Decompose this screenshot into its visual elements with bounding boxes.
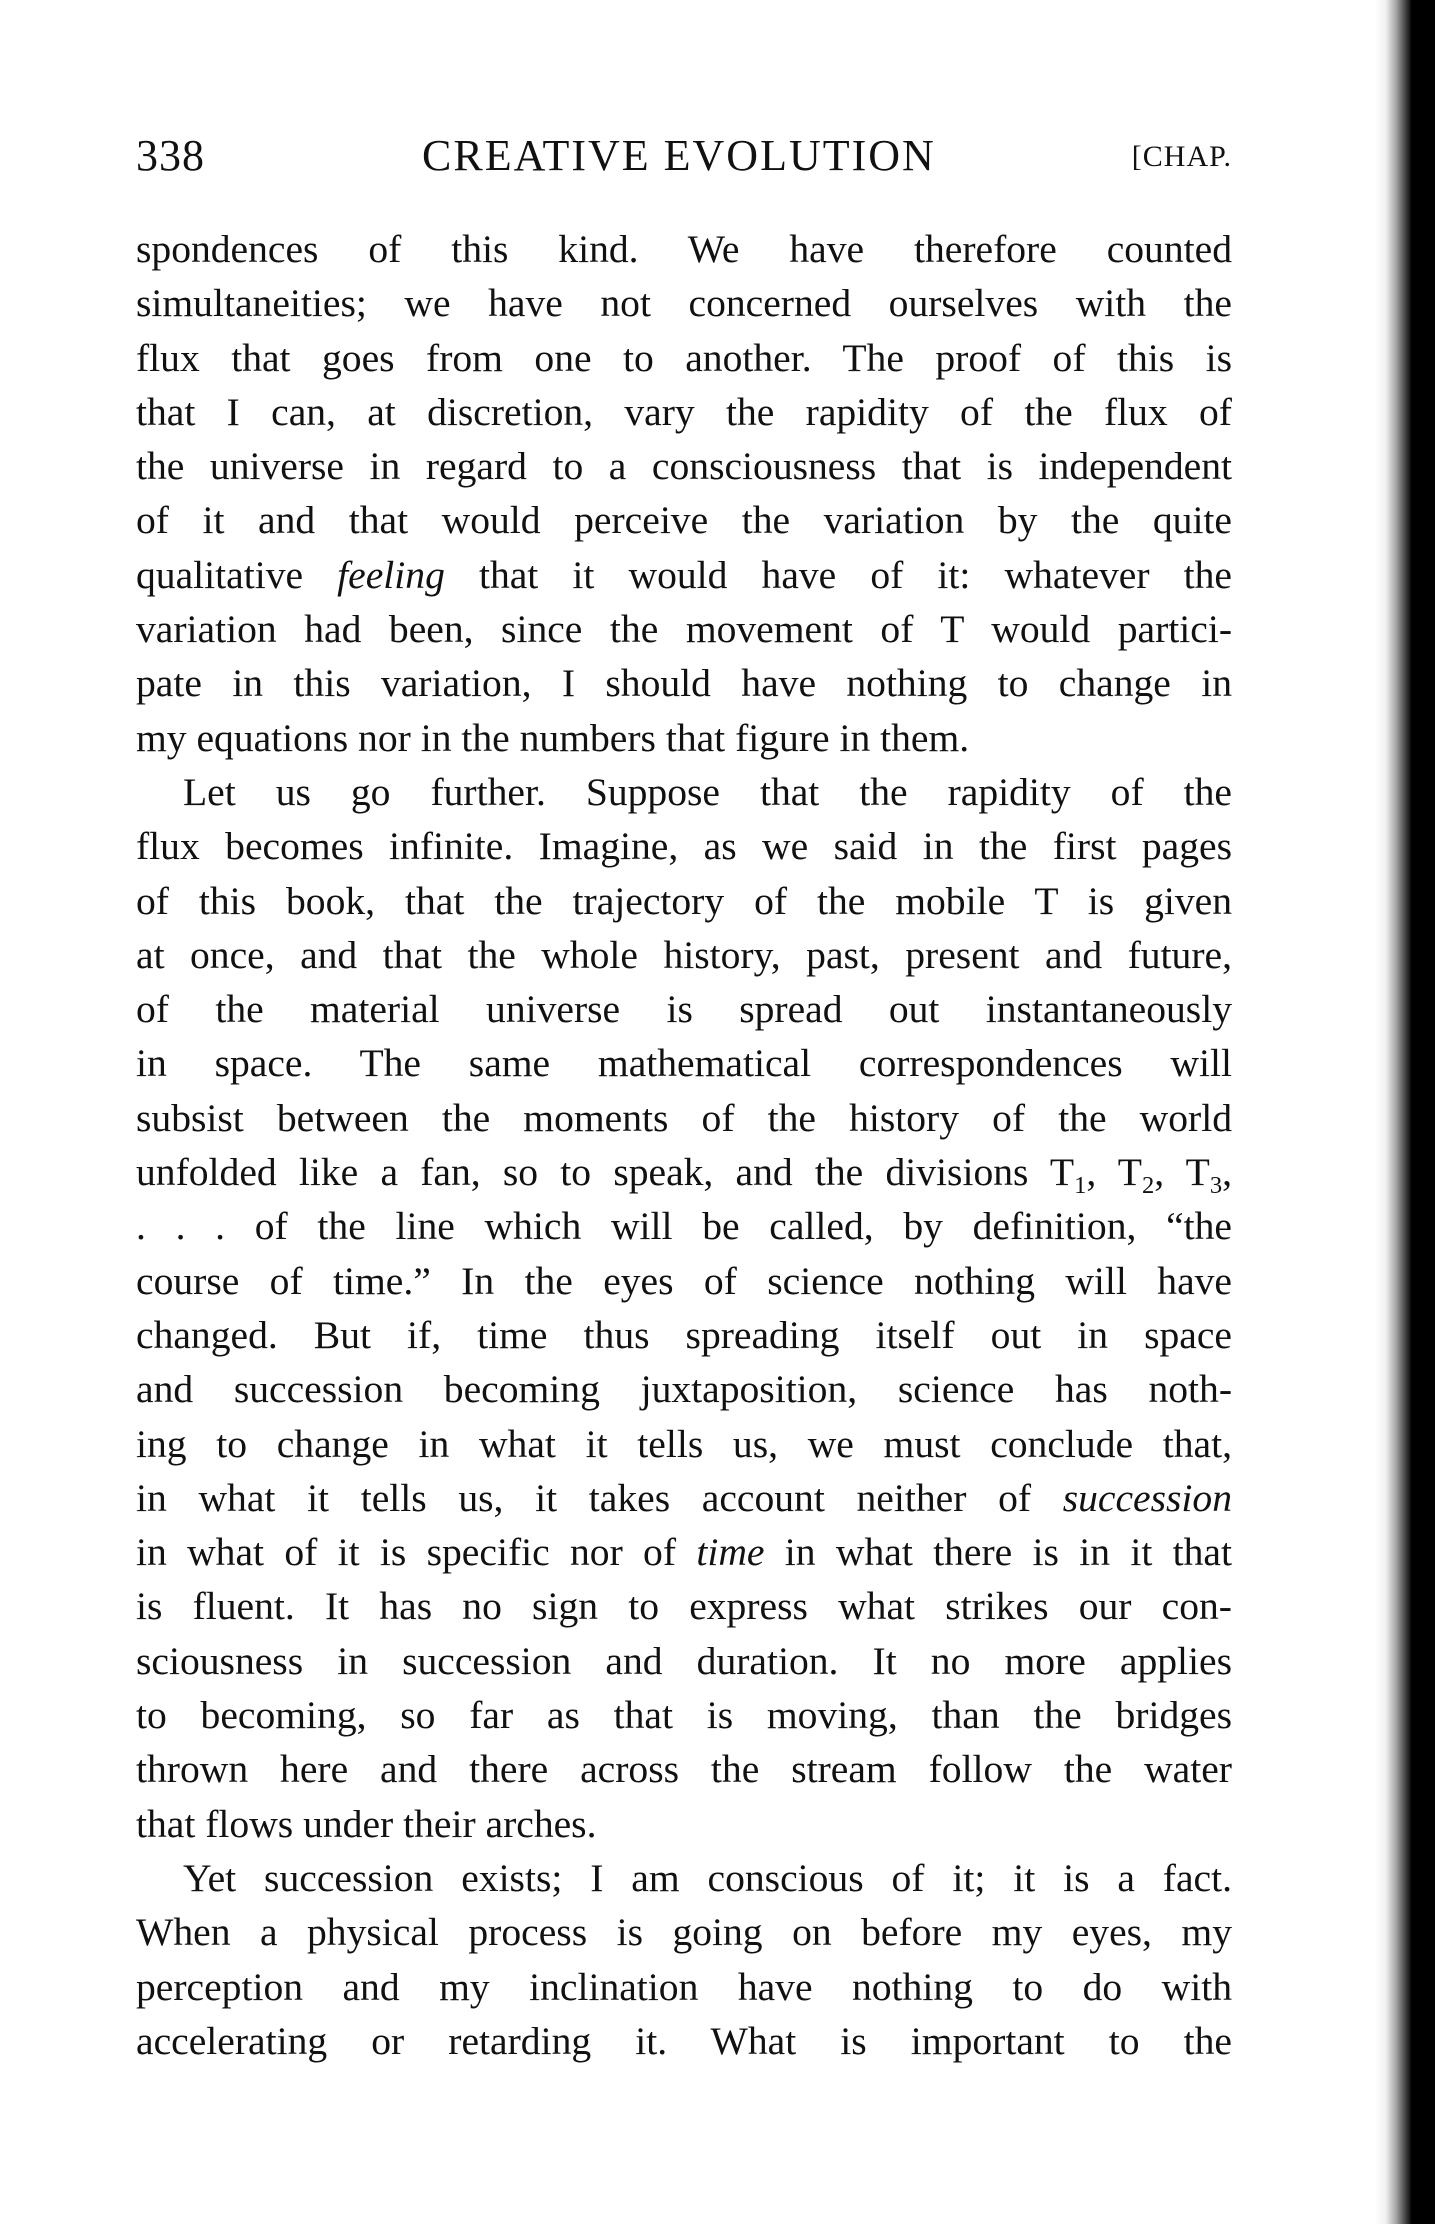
text-line: of it and that would perceive the variation by the quite: [136, 498, 1232, 543]
text-line: changed. But if, time thus spreading itself out in space: [136, 1312, 1232, 1357]
text-line: perception and my inclination have nothing to do with: [136, 1964, 1232, 2009]
text-segment: , T: [1086, 1150, 1142, 1195]
text-line: in space. The same mathematical correspondences will: [136, 1041, 1232, 1086]
text-line: thrown here and there across the stream follow the water: [136, 1747, 1232, 1792]
paragraph-end-line: my equations nor in the numbers that figure in them.: [136, 715, 970, 760]
text-line: at once, and that the whole history, past, present and future,: [136, 932, 1232, 977]
text-line: simultaneities; we have not concerned ourselves with the: [136, 281, 1232, 326]
text-line: course of time.” In the eyes of science nothing will have: [136, 1258, 1232, 1303]
running-header: [136, 130, 1232, 190]
text-segment: in what of it is specific nor of: [136, 1530, 697, 1575]
text-line: flux becomes infinite. Imagine, as we said in the first pages: [136, 824, 1232, 869]
text-line: spondences of this kind. We have therefore counted: [136, 227, 1232, 271]
text-line: pate in this variation, I should have nothing to change in: [136, 661, 1232, 706]
subscript: 3: [1209, 1172, 1223, 1200]
running-title: CREATIVE EVOLUTION: [422, 131, 936, 180]
emphasis: time: [696, 1530, 765, 1575]
text-segment: , T: [1154, 1150, 1210, 1195]
text-segment: qualitative: [136, 552, 338, 597]
text-line: that I can, at discretion, vary the rapidity of the flux of: [136, 389, 1232, 434]
page-spine-edge: [1411, 0, 1435, 2224]
text-line: to becoming, so far as that is moving, than the bridges: [136, 1693, 1232, 1738]
emphasis: feeling: [337, 552, 445, 597]
text-line: . . . of the line which will be called, by definition, “the: [136, 1204, 1232, 1249]
text-line: the universe in regard to a consciousness that is independent: [136, 444, 1232, 489]
subscript: 2: [1141, 1172, 1155, 1200]
emphasis: succession: [1062, 1475, 1232, 1520]
text-line: and succession becoming juxtaposition, science has noth-: [136, 1367, 1232, 1412]
text-segment: in what it tells us, it takes account neither of: [136, 1475, 1063, 1520]
text-segment: in what there is in it that: [764, 1530, 1232, 1575]
page-number: 338: [136, 131, 205, 180]
text-line: [136, 1525, 1232, 1579]
text-line: of this book, that the trajectory of the mobile T is given: [136, 878, 1232, 923]
text-line: ing to change in what it tells us, we must conclude that,: [136, 1421, 1232, 1466]
paragraph-first-line: Yet succession exists; I am conscious of it; it is a fact.: [183, 1855, 1232, 1900]
text-line: is fluent. It has no sign to express what strikes our con-: [136, 1584, 1232, 1629]
text-line: of the material universe is spread out instantaneously: [136, 987, 1232, 1032]
body-text: [136, 222, 1232, 2068]
text-line: When a physical process is going on before my eyes, my: [136, 1910, 1232, 1955]
text-line: sciousness in succession and duration. It no more applies: [136, 1638, 1232, 1683]
text-line: [136, 1471, 1232, 1525]
text-line: flux that goes from one to another. The proof of this is: [136, 335, 1232, 380]
text-segment: that it would have of it: whatever the: [444, 552, 1232, 597]
subscript: 1: [1074, 1172, 1087, 1200]
text-line: subsist between the moments of the history of the world: [136, 1095, 1232, 1140]
text-line: [136, 1145, 1232, 1199]
text-line: variation had been, since the movement of T would partici-: [136, 607, 1232, 652]
text-line: [136, 548, 1232, 602]
text-segment: unfolded like a fan, so to speak, and the divisions T: [136, 1150, 1075, 1195]
chapter-mark: [CHAP.: [1131, 140, 1232, 173]
paragraph-end-line: that flows under their arches.: [136, 1801, 597, 1846]
text-line: accelerating or retarding it. What is important to the: [136, 2018, 1232, 2063]
paragraph-first-line: Let us go further. Suppose that the rapidity of the: [183, 769, 1232, 814]
text-segment: ,: [1222, 1150, 1233, 1195]
